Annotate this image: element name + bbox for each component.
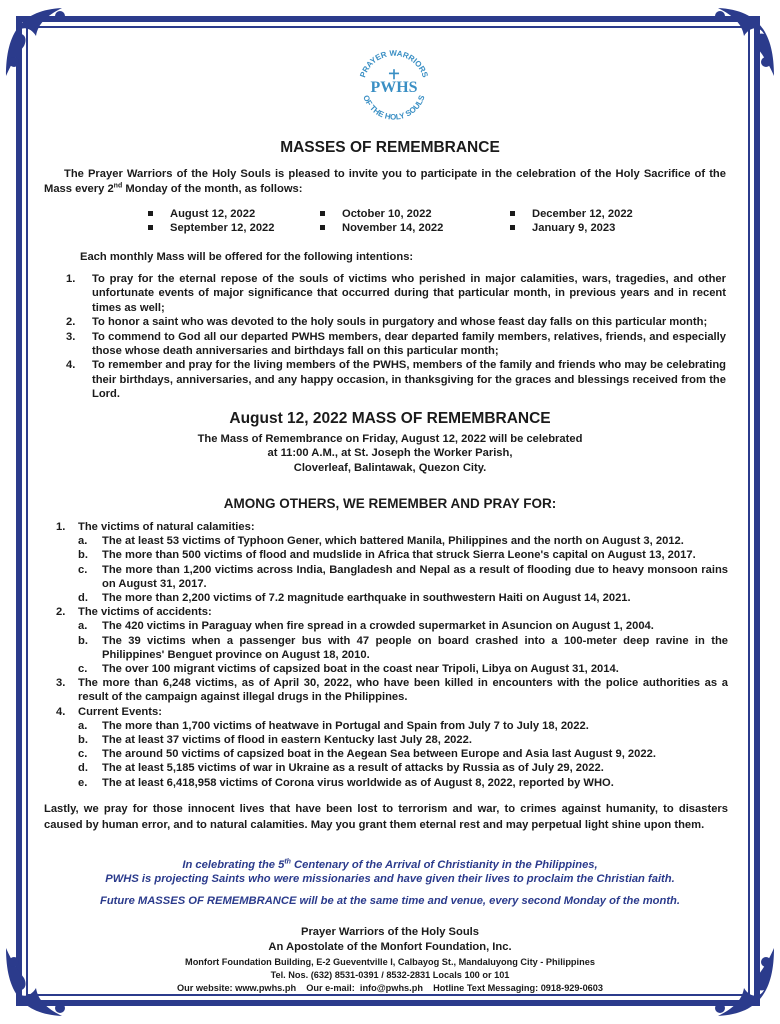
intentions-list	[44, 272, 726, 402]
remember-title: AMONG OTHERS, WE REMEMBER AND PRAY FOR:	[223, 496, 557, 511]
sub-item: b. The more than 500 victims of flood and mudslide in Africa that struck Sierra Leone's capital on August 13, 2017.	[78, 549, 696, 562]
sub-item: b. The 39 victims when a passenger bus with 47 people on board crashed into a 100-meter deep ravine in the Philippines' Benguet province on August 18, 2010.	[78, 634, 728, 661]
intention-item: 1. To pray for the eternal repose of the souls of victims who perished in major calamities, wars, tragedies, and other unfortunate events of major significance that occurred during that particular month, in previous years and in recent times as well;	[66, 273, 726, 314]
category-item: 1. The victims of natural calamities:	[56, 521, 255, 533]
corner-ornament-top-right	[700, 2, 778, 80]
dates-column-2	[320, 207, 443, 235]
dates-column-1	[148, 207, 274, 235]
date-item: September 12, 2022	[148, 221, 274, 235]
date-item: January 9, 2023	[510, 221, 633, 235]
intro-paragraph: The Prayer Warriors of the Holy Souls is pleased to invite you to participate in the celebration of the Holy Sacrifice of the Mass every 2nd Monday of the month, as follows:	[44, 168, 726, 195]
category-item: 2. The victims of accidents:	[56, 606, 212, 619]
sub-item: a. The 420 victims in Paraguay when fire spread in a crowded supermarket in Asuncion on August 1, 2004.	[78, 620, 654, 633]
logo-text-bottom: OF THE HOLY SOULS	[361, 93, 427, 122]
corner-ornament-top-left	[2, 2, 80, 80]
footer-contact: Our website: www.pwhs.ph Our e-mail: info@pwhs.ph Hotline Text Messaging: 0918-929-0603	[176, 983, 604, 993]
footer-address: Monfort Foundation Building, E-2 Gueventville I, Calbayog St., Mandaluyong City - Philippines	[185, 957, 595, 967]
sub-item: b. The at least 37 victims of flood in eastern Kentucky last July 28, 2022.	[78, 734, 472, 747]
sub-item: a. The more than 1,700 victims of heatwave in Portugal and Spain from July 7 to July 18, 2022.	[78, 719, 589, 732]
footer-org: Prayer Warriors of the Holy Souls	[300, 926, 479, 938]
sub-item: c. The over 100 migrant victims of capsized boat in the coast near Tripoli, Libya on August 31, 2014.	[78, 663, 619, 676]
logo-text-top: PRAYER WARRIORS	[358, 48, 430, 79]
date-item: August 12, 2022	[148, 207, 274, 221]
intention-item: 2. To honor a saint who was devoted to the holy souls in purgatory and whose feast day falls on this particular month;	[66, 316, 708, 329]
remember-list	[44, 520, 728, 790]
future-masses-note: Future MASSES OF REMEMBRANCE will be at the same time and venue, every second Monday of the month.	[100, 895, 680, 907]
centenary-note: In celebrating the 5th Centenary of the Arrival of Christianity in the Philippines, PWHS is projecting Saints who were missionaries and have given their lives to proclaim the Christian faith.	[105, 858, 675, 886]
sub-item: d. The at least 5,185 victims of war in Ukraine as a result of attacks by Russia as of July 29, 2022.	[78, 762, 604, 775]
sub-item: c. The around 50 victims of capsized boat in the Aegean Sea between Europe and Asia last August 9, 2022.	[78, 748, 656, 761]
footer-tel: Tel. Nos. (632) 8531-0391 / 8532-2831 Locals 100 or 101	[270, 970, 510, 980]
date-item: December 12, 2022	[510, 207, 633, 221]
page-title: MASSES OF REMEMBRANCE	[280, 139, 500, 156]
closing-prayer: Lastly, we pray for those innocent lives that have been lost to terrorism and war, to crimes against humanity, to disasters caused by human error, and to natural calamities. May you grant them eternal rest and may perpetual light shine upon them.	[44, 803, 728, 832]
category-item: 3. The more than 6,248 victims, as of April 30, 2022, who have been killed in encounters with the police authorities as a result of the campaign against illegal drugs in the Philippines.	[56, 677, 728, 704]
sub-item: d. The more than 2,200 victims of 7.2 magnitude earthquake in southwestern Haiti on August 14, 2021.	[78, 592, 631, 605]
sub-item: e. The at least 6,418,958 victims of Corona virus worldwide as of August 8, 2022, reported by WHO.	[78, 776, 614, 789]
mass-title: August 12, 2022 MASS OF REMEMBRANCE	[229, 410, 551, 427]
sub-item: c. The more than 1,200 victims across India, Bangladesh and Nepal as a result of flooding due to heavy monsoon rains on August 31, 2017.	[78, 563, 728, 590]
mass-venue: The Mass of Remembrance on Friday, August 12, 2022 will be celebrated at 11:00 A.M., at St. Joseph the Worker Parish, Cloverleaf, Balintawak, Quezon City.	[197, 433, 583, 474]
sub-item: a. The at least 53 victims of Typhoon Gener, which battered Manila, Philippines and the north on August 3, 2012.	[78, 535, 684, 548]
date-item: November 14, 2022	[320, 221, 443, 235]
intention-item: 3. To commend to God all our departed PWHS members, dear departed family members, relatives, friends, and especially those whose death anniversaries and birthdays fall on this particular month;	[66, 330, 726, 358]
category-item: 4. Current Events:	[56, 705, 162, 718]
pwhs-logo	[352, 44, 436, 128]
dates-column-3	[510, 207, 633, 235]
svg-text:OF THE HOLY SOULS	[361, 94, 426, 122]
intentions-lead: Each monthly Mass will be offered for the following intentions:	[80, 251, 414, 263]
logo-monogram: PWHS	[370, 78, 418, 96]
intention-item: 4. To remember and pray for the living members of the PWHS, members of the family and friends who may be celebrating their birthdays, anniversaries, and any happy occasion, in thanksgiving for the graces and blessings received from the Lord.	[66, 359, 726, 401]
date-item: October 10, 2022	[320, 207, 443, 221]
footer-apostolate: An Apostolate of the Monfort Foundation, Inc.	[268, 941, 512, 953]
